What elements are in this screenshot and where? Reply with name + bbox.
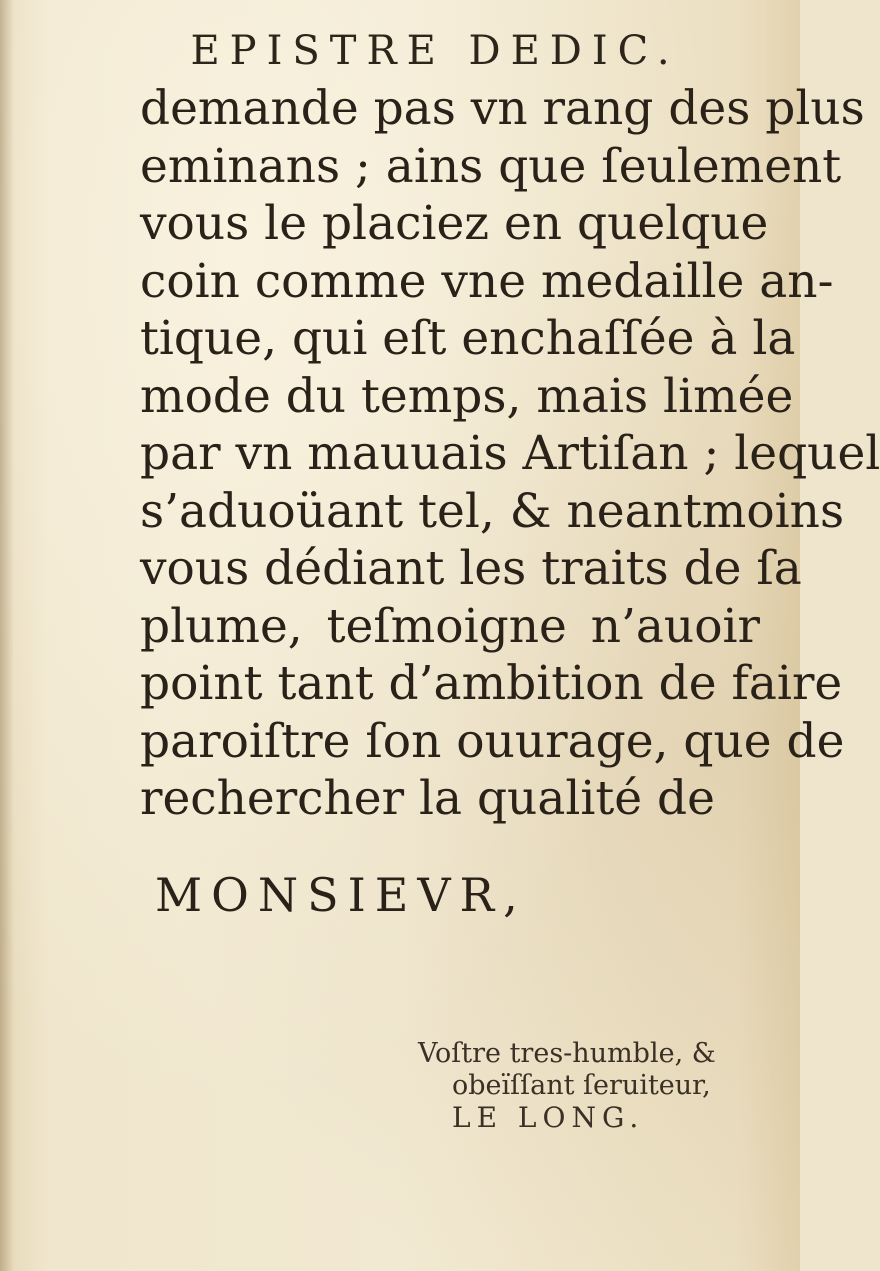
running-header [0, 28, 800, 74]
text-line: vous le placiez en quelque [140, 196, 769, 251]
text-line: s’aduoüant tel, & neantmoins [140, 483, 845, 539]
text-line-last: rechercher la qualité de [140, 771, 715, 826]
text-line: demande pas vn rang des plus [140, 81, 865, 136]
closing-line: obeïſſant ſeruiteur, [452, 1070, 711, 1101]
closing-signature-block [418, 1038, 798, 1134]
text-line: vous dédiant les traits de ſa [140, 541, 802, 596]
text-line: eminans ; ains que ſeulement [140, 138, 842, 194]
body-paragraph [140, 80, 880, 828]
running-title: EPISTRE DEDIC. [190, 28, 680, 74]
text-line: point tant d’ambition de faire [140, 656, 843, 711]
text-line: plume, teſmoigne n’auoir [140, 598, 760, 654]
text-line: paroiſtre ſon ouurage, que de [140, 713, 845, 769]
author-signature: LE LONG. [452, 1101, 645, 1134]
salutation: MONSIEVR, [155, 868, 527, 922]
text-line: tique, qui eſt enchaſſée à la [140, 311, 796, 366]
text-line: par vn mauuais Artiſan ; lequel [140, 426, 880, 481]
text-line: coin comme vne medaille an- [140, 253, 834, 309]
closing-line: Voſtre tres-humble, & [418, 1038, 716, 1069]
text-line: mode du temps, mais limée [140, 368, 794, 424]
page-gutter-shadow [0, 0, 14, 1271]
